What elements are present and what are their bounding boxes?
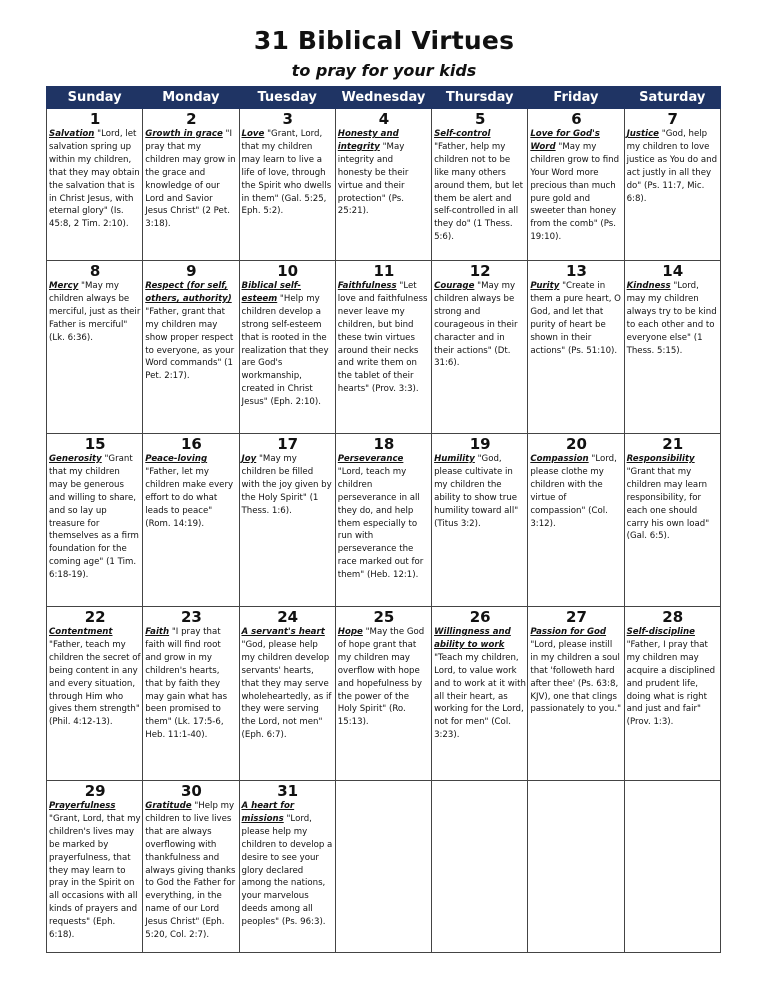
day-number: 14 — [662, 262, 684, 280]
day-cell — [624, 109, 720, 261]
prayer-text: "I pray that faith will find root and grow in my children's hearts, that by faith they may gain what has been promised to them" (Lk. 17:5-6, Heb. 11:1-40). — [145, 627, 228, 741]
day-number: 18 — [373, 435, 395, 453]
day-header-monday: Monday — [143, 87, 239, 109]
prayer-text: "Lord, please help my children to develop a desire to see your glory declared among the nations, your marvelous deeds among all peoples" (Ps. 96:3). — [241, 813, 333, 928]
prayer-text: "Lord, please clothe my children with the virtue of compassion" (Col. 3:12). — [530, 454, 617, 529]
week-row — [47, 261, 721, 434]
prayer-text: "Lord, let salvation spring up within my children, that they may obtain the salvation that is in Christ Jesus, with eternal glory" (Is. 45:8, 2 Tim. 2:10). — [49, 129, 140, 230]
virtue-name: Joy — [241, 454, 257, 464]
prayer-entry — [145, 626, 237, 742]
day-number: 22 — [84, 608, 106, 626]
virtue-name: Generosity — [49, 454, 102, 464]
day-cell — [239, 109, 335, 261]
day-number: 17 — [277, 435, 299, 453]
prayer-text: "Lord, may my children always try to be kind to each other and to everyone else" (1 Thess. 5:15). — [626, 281, 717, 356]
prayer-entry — [530, 626, 622, 716]
day-number: 15 — [84, 435, 106, 453]
prayer-entry — [242, 280, 334, 409]
prayer-text: "Lord, teach my children perseverance in all they do, and help them especially to run with perseverance the race marked out for them" (Heb. 12:1). — [337, 466, 424, 581]
prayer-text: "May the God of hope grant that my children may overflow with hope and hopefulness by the power of the Holy Spirit" (Ro. 15:13). — [337, 627, 425, 728]
prayer-entry — [242, 626, 334, 742]
day-number: 23 — [180, 608, 202, 626]
prayer-text: "Father, grant that my children may show proper respect to everyone, as your Word commands" (1 Pet. 2:17). — [145, 306, 235, 382]
prayer-entry — [627, 280, 719, 357]
page-subtitle: to pray for your kids — [291, 61, 477, 80]
prayer-entry — [242, 800, 334, 929]
prayer-entry — [434, 626, 526, 742]
prayer-text: "Let love and faithfulness never leave my children, but bind these twin virtues around their necks and write them on the tablet of their hearts" (Prov. 3:3). — [337, 281, 428, 395]
day-cell — [335, 781, 431, 953]
day-cell — [528, 109, 624, 261]
virtue-name: Compassion — [530, 454, 589, 464]
virtue-name: Honesty and integrity — [337, 129, 399, 152]
virtue-name: Biblical self-esteem — [241, 281, 301, 304]
prayer-text: "May my children grow to find Your Word more precious than much pure gold and sweeter than honey from the comb" (Ps. 19:10). — [530, 141, 620, 243]
prayer-entry — [145, 280, 237, 383]
virtue-name: A heart for missions — [241, 801, 295, 824]
day-header-thursday: Thursday — [432, 87, 528, 109]
day-cell — [239, 607, 335, 781]
day-number: 25 — [373, 608, 395, 626]
prayer-entry — [530, 453, 622, 530]
prayer-entry — [49, 128, 141, 231]
prayer-text: "God, help my children to love justice as You do and act justly in all they do" (Ps. 11:7, Mic. 6:8). — [626, 129, 718, 204]
prayer-text: "Father, let my children make every effort to do what leads to peace" (Rom. 14:19). — [145, 466, 234, 529]
prayer-text: "I pray that my children may grow in the grace and knowledge of our Lord and Savior Jesus Christ" (2 Pet. 3:18). — [145, 129, 236, 230]
day-number: 8 — [89, 262, 101, 280]
day-cell — [335, 607, 431, 781]
prayer-text: "Help my children develop a strong self-esteem that is rooted in the realization that they are God's workmanship, created in Christ Jesus" (Eph. 2:10). — [241, 293, 329, 408]
prayer-text: "Grant, Lord, that my children may learn to live a life of love, through the Spirit who dwells in them" (Gal. 5:25, Eph. 5:2). — [241, 129, 332, 217]
virtue-name: Love — [241, 129, 265, 139]
virtue-name: Gratitude — [145, 801, 192, 811]
day-header-row — [47, 87, 721, 109]
week-row — [47, 607, 721, 781]
day-header-sunday: Sunday — [47, 87, 143, 109]
prayer-entry — [434, 453, 526, 530]
prayer-entry — [530, 128, 622, 244]
day-cell — [432, 607, 528, 781]
virtue-name: Humility — [434, 454, 475, 464]
day-number: 10 — [277, 262, 299, 280]
day-cell — [335, 261, 431, 434]
day-number: 29 — [84, 782, 106, 800]
day-number: 3 — [282, 110, 293, 128]
virtue-name: Salvation — [49, 129, 95, 139]
day-number: 1 — [89, 110, 101, 128]
day-cell — [47, 607, 143, 781]
day-header-tuesday: Tuesday — [239, 87, 335, 109]
week-row — [47, 781, 721, 953]
virtue-name: Faith — [145, 627, 170, 637]
day-cell — [528, 434, 624, 607]
prayer-entry — [145, 128, 237, 231]
prayer-text: "Father, I pray that my children may acquire a disciplined and prudent life, doing what is right and just and fair" (Prov. 1:3). — [626, 639, 716, 728]
prayer-entry — [338, 626, 430, 729]
virtue-name: Love for God's Word — [530, 129, 600, 152]
virtue-name: Respect (for self, others, authority) — [145, 281, 232, 304]
prayer-entry — [338, 453, 430, 582]
day-cell — [47, 261, 143, 434]
calendar-grid — [46, 86, 721, 953]
prayer-text: "Lord, please instill in my children a soul that 'followeth hard after thee' (Ps. 63:8, KJV), one that clings passionately to you." — [530, 639, 622, 715]
prayer-text: "Father, teach my children the secret of being content in any and every situation, through Him who gives them strength" (Phil. 4:12-13). — [49, 639, 141, 728]
day-cell — [432, 261, 528, 434]
day-number: 20 — [566, 435, 587, 453]
prayer-text: "May my children be filled with the joy given by the Holy Spirit" (1 Thess. 1:6). — [241, 454, 332, 516]
prayer-entry — [49, 800, 141, 942]
day-number: 13 — [566, 262, 587, 280]
day-cell — [47, 109, 143, 261]
prayer-entry — [242, 453, 334, 518]
virtue-name: Mercy — [49, 281, 79, 291]
day-number: 26 — [469, 608, 491, 626]
day-cell — [143, 781, 239, 953]
week-row — [47, 109, 721, 261]
prayer-text: "Father, help my children not to be like many others around them, but let them be alert and self-controlled in all they do" (1 Thess. 5:6). — [434, 141, 523, 243]
day-header-saturday: Saturday — [624, 87, 720, 109]
prayer-entry — [434, 280, 526, 370]
day-cell — [239, 261, 335, 434]
day-number: 4 — [378, 110, 390, 128]
day-cell — [47, 781, 143, 953]
day-number: 31 — [277, 782, 299, 800]
prayer-entry — [338, 128, 430, 218]
prayer-text: "God, please help my children develop servants' hearts, that they may serve wholeheartedly, as if they were serving the Lord, not men" (Eph. 6:7). — [241, 639, 332, 741]
day-header-friday: Friday — [528, 87, 624, 109]
day-cell — [624, 261, 720, 434]
day-cell — [143, 261, 239, 434]
prayer-text: "May my children always be strong and courageous in their character and in their actions" (Dt. 31:6). — [434, 281, 518, 369]
virtue-name: Willingness and ability to work — [434, 627, 511, 650]
prayer-entry — [530, 280, 622, 357]
day-cell — [239, 781, 335, 953]
prayer-text: "May integrity and honesty be their virtue and their protection" (Ps. 25:21). — [337, 141, 409, 217]
virtue-name: Passion for God — [530, 627, 607, 637]
day-number: 2 — [186, 110, 197, 128]
day-number: 24 — [277, 608, 299, 626]
day-cell — [143, 607, 239, 781]
day-cell — [432, 781, 528, 953]
virtue-name: Justice — [626, 129, 660, 139]
day-number: 9 — [186, 262, 197, 280]
day-cell — [335, 434, 431, 607]
virtue-name: Responsibility — [626, 454, 695, 464]
prayer-entry — [49, 280, 141, 345]
virtue-name: Courage — [434, 281, 475, 291]
day-cell — [432, 109, 528, 261]
virtue-name: Faithfulness — [337, 281, 397, 291]
virtue-name: Self-control — [434, 129, 491, 139]
virtue-name: Hope — [337, 627, 363, 637]
day-number: 5 — [474, 110, 486, 128]
prayer-text: "Teach my children, Lord, to value work and to work at it with all their heart, as working for the Lord, not for men" (Col. 3:23). — [434, 652, 526, 741]
day-cell — [143, 434, 239, 607]
day-number: 11 — [373, 262, 395, 280]
virtue-name: Contentment — [49, 627, 113, 637]
prayer-entry — [627, 626, 719, 729]
prayer-text: "Create in them a pure heart, O God, and let that purity of heart be shown in their actions" (Ps. 51:10). — [530, 281, 621, 356]
day-cell — [239, 434, 335, 607]
prayer-text: "Grant, Lord, that my children's lives may be marked by prayerfulness, that they may learn to pray in the Spirit on all occasions with all kinds of prayers and requests" (Eph. 6:18). — [49, 813, 141, 941]
day-cell — [143, 109, 239, 261]
day-cell — [624, 434, 720, 607]
page-title: 31 Biblical Virtues — [253, 26, 515, 55]
prayer-entry — [49, 453, 141, 582]
prayer-text: "Grant that my children may learn responsibility, for each one should carry his own load" (Gal. 6:5). — [626, 466, 710, 542]
prayer-entry — [145, 453, 237, 530]
virtue-name: Peace-loving — [145, 454, 208, 464]
virtue-name: A servant's heart — [241, 627, 325, 637]
day-number: 16 — [180, 435, 202, 453]
week-row — [47, 434, 721, 607]
prayer-text: "Grant that my children may be generous and willing to share, and so lay up treasure for themselves as a firm foundation for the coming age" (1 Tim. 6:18-19). — [49, 454, 139, 581]
prayer-text: "Help my children to live lives that are always overflowing with thankfulness and always giving thanks to God the Father for everything, in the name of our Lord Jesus Christ" (Eph. 5:20, Col. 2:7). — [145, 801, 236, 941]
prayer-text: "May my children always be merciful, just as their Father is merciful" (Lk. 6:36). — [49, 281, 141, 343]
virtue-name: Prayerfulness — [49, 801, 116, 811]
virtue-name: Purity — [530, 281, 560, 291]
day-cell — [528, 607, 624, 781]
prayer-entry — [338, 280, 430, 396]
day-number: 27 — [566, 608, 587, 626]
day-cell — [335, 109, 431, 261]
day-cell — [528, 781, 624, 953]
virtue-name: Growth in grace — [145, 129, 223, 139]
day-cell — [47, 434, 143, 607]
day-number: 19 — [469, 435, 491, 453]
prayer-entry — [434, 128, 526, 244]
day-number: 21 — [662, 435, 684, 453]
day-cell — [624, 607, 720, 781]
day-cell — [624, 781, 720, 953]
day-number: 30 — [180, 782, 202, 800]
day-number: 6 — [571, 110, 582, 128]
day-cell — [432, 434, 528, 607]
prayer-text: "God, please cultivate in my children the ability to show true humility toward all" (Titus 3:2). — [434, 454, 519, 529]
day-number: 12 — [469, 262, 491, 280]
prayer-entry — [145, 800, 237, 942]
day-number: 28 — [662, 608, 684, 626]
prayer-entry — [627, 453, 719, 543]
prayer-entry — [242, 128, 334, 218]
day-cell — [528, 261, 624, 434]
virtue-name: Kindness — [626, 281, 671, 291]
day-header-wednesday: Wednesday — [335, 87, 431, 109]
prayer-entry — [49, 626, 141, 729]
virtue-name: Perseverance — [337, 454, 404, 464]
day-number: 7 — [667, 110, 678, 128]
prayer-entry — [627, 128, 719, 205]
virtue-name: Self-discipline — [626, 627, 695, 637]
